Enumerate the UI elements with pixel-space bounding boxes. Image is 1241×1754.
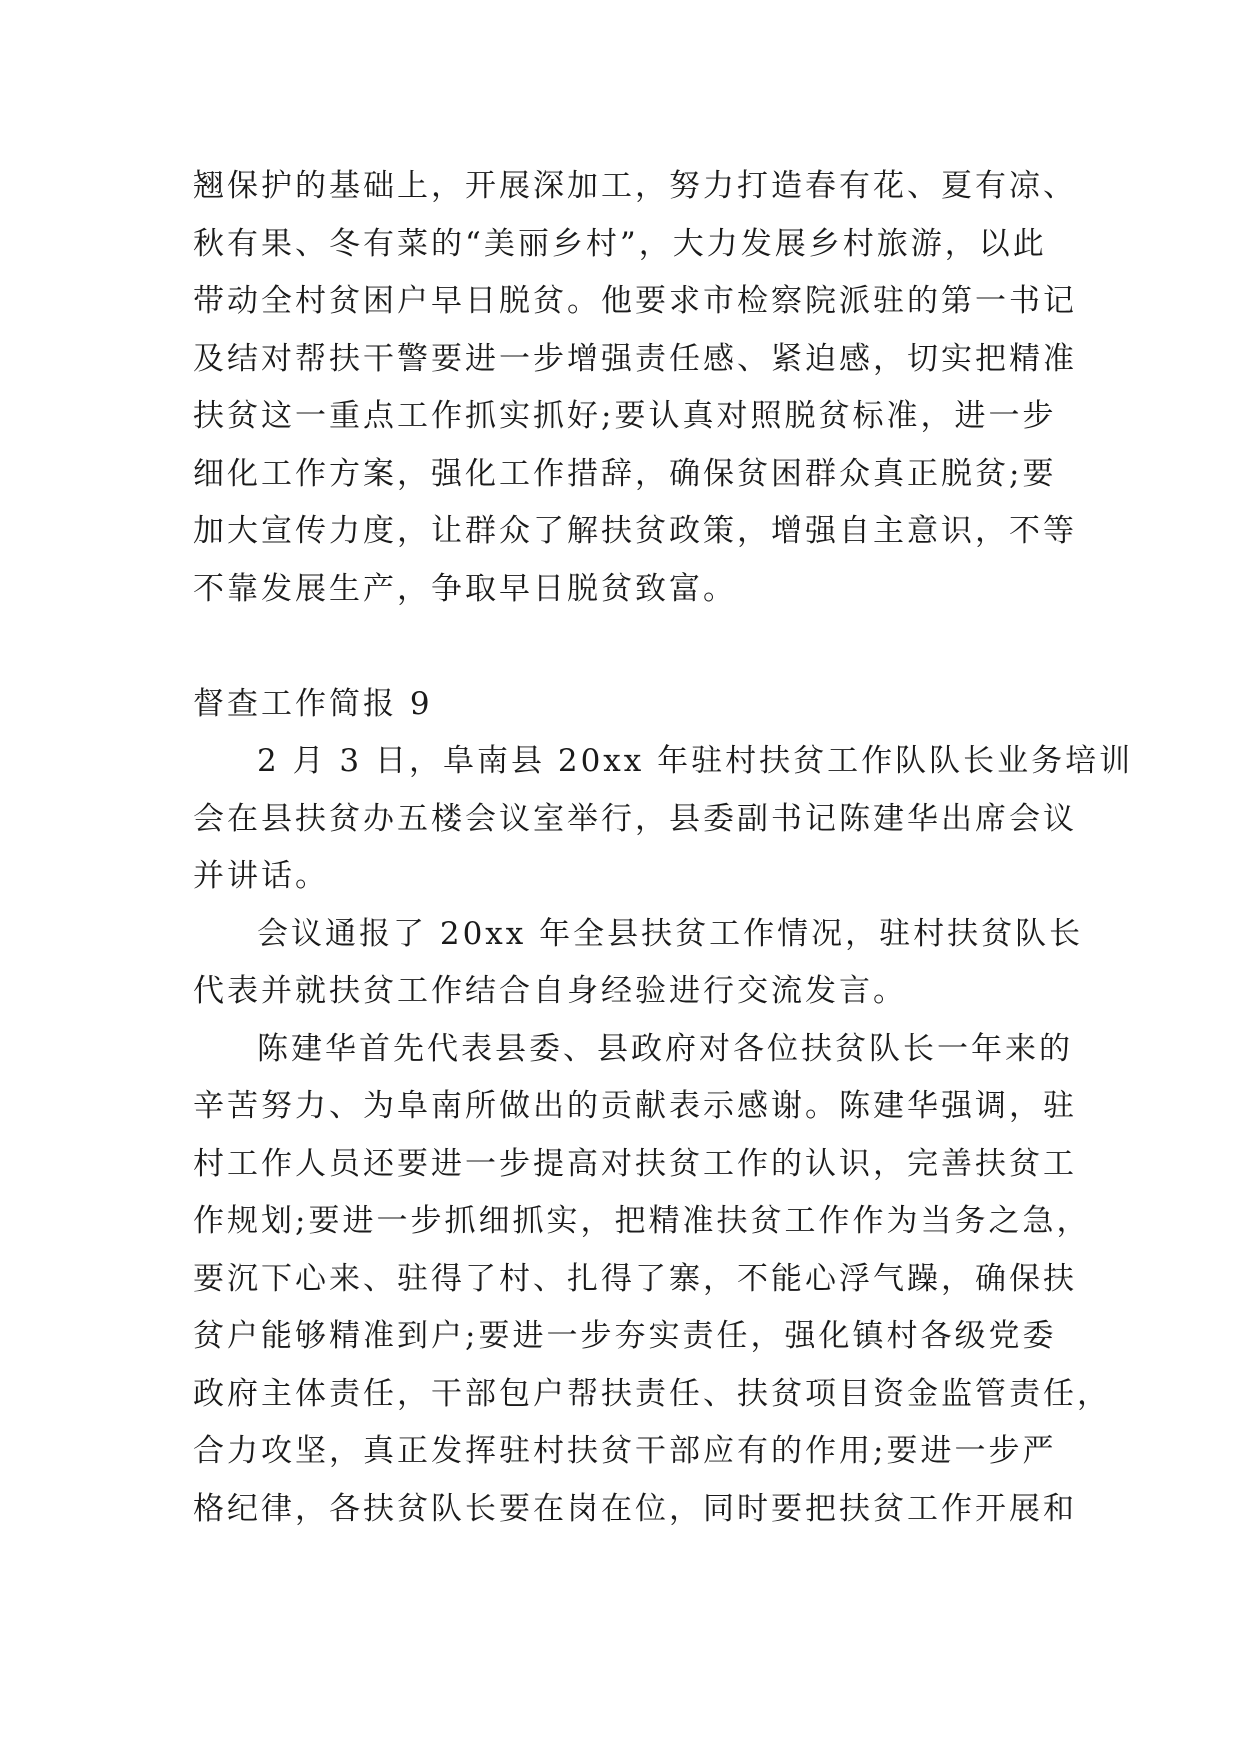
text-line: 及结对帮扶干警要进一步增强责任感、紧迫感，切实把精准 bbox=[193, 340, 1077, 377]
text-line: 并讲话。 bbox=[193, 858, 329, 894]
text-line: 不靠发展生产，争取早日脱贫致富。 bbox=[193, 570, 737, 607]
paragraph-gap bbox=[193, 618, 1053, 676]
text-line: 格纪律，各扶贫队长要在岗在位，同时要把扶贫工作开展和 bbox=[193, 1490, 1077, 1527]
text-line: 带动全村贫困户早日脱贫。他要求市检察院派驻的第一书记 bbox=[193, 283, 1077, 319]
text-line: 细化工作方案，强化工作措辞，确保贫困群众真正脱贫;要 bbox=[193, 455, 1057, 492]
text-line: 陈建华首先代表县委、县政府对各位扶贫队长一年来的 bbox=[257, 1030, 1073, 1067]
text-line: 会议通报了 20xx 年全县扶贫工作情况，驻村扶贫队长 bbox=[257, 915, 1084, 952]
paragraph-1 bbox=[193, 733, 1134, 906]
text-line: 2 月 3 日，阜南县 20xx 年驻村扶贫工作队队长业务培训 bbox=[257, 743, 1134, 779]
text-line: 政府主体责任，干部包户帮扶责任、扶贫项目资金监管责任， bbox=[193, 1375, 1111, 1412]
paragraph-2 bbox=[193, 906, 1084, 1021]
text-line: 辛苦努力、为阜南所做出的贡献表示感谢。陈建华强调，驻 bbox=[193, 1088, 1077, 1124]
text-line: 加大宣传力度，让群众了解扶贫政策，增强自主意识，不等 bbox=[193, 513, 1077, 549]
text-line: 秋有果、冬有菜的“美丽乡村”，大力发展乡村旅游，以此 bbox=[193, 225, 1047, 262]
section-title: 督查工作简报 9 bbox=[193, 685, 433, 722]
document-body bbox=[193, 158, 1134, 1538]
text-line: 扶贫这一重点工作抓实抓好;要认真对照脱贫标准，进一步 bbox=[193, 398, 1057, 434]
text-line: 作规划;要进一步抓细抓实，把精准扶贫工作作为当务之急， bbox=[193, 1203, 1091, 1239]
text-line: 翘保护的基础上，开展深加工，努力打造春有花、夏有凉、 bbox=[193, 168, 1077, 204]
text-line: 合力攻坚，真正发挥驻村扶贫干部应有的作用;要进一步严 bbox=[193, 1433, 1057, 1469]
paragraph-3 bbox=[193, 1021, 1111, 1539]
text-line: 村工作人员还要进一步提高对扶贫工作的认识，完善扶贫工 bbox=[193, 1145, 1077, 1182]
carryover-paragraph bbox=[193, 158, 1077, 618]
text-line: 会在县扶贫办五楼会议室举行，县委副书记陈建华出席会议 bbox=[193, 800, 1077, 837]
text-line: 代表并就扶贫工作结合自身经验进行交流发言。 bbox=[193, 973, 907, 1009]
text-line: 贫户能够精准到户;要进一步夯实责任，强化镇村各级党委 bbox=[193, 1318, 1057, 1354]
text-line: 要沉下心来、驻得了村、扎得了寨，不能心浮气躁，确保扶 bbox=[193, 1260, 1077, 1297]
